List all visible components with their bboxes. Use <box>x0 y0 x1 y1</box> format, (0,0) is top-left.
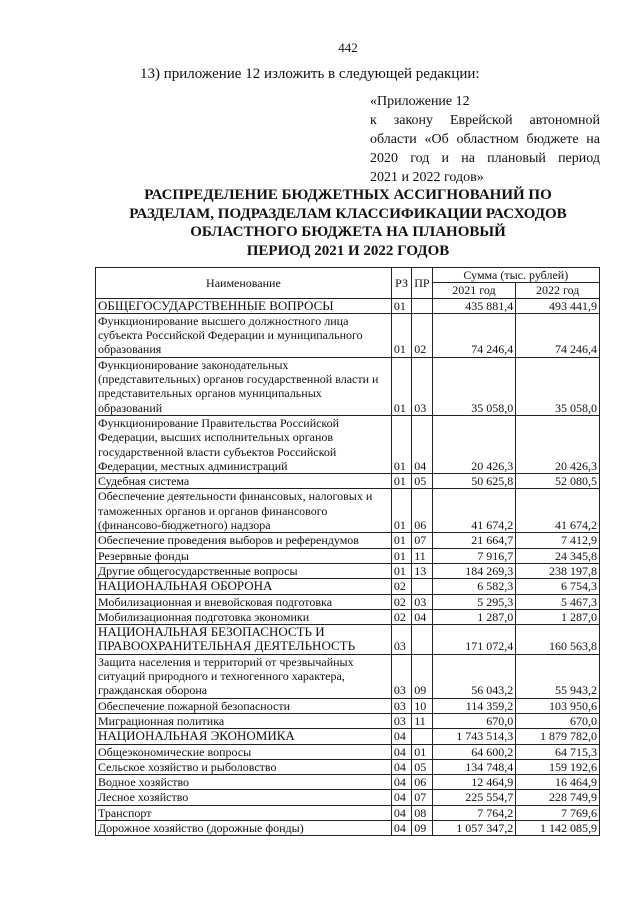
row-rz: 01 <box>391 533 411 548</box>
heading-line: ПЕРИОД 2021 И 2022 ГОДОВ <box>246 242 450 259</box>
row-rz: 02 <box>391 594 411 609</box>
row-rz: 01 <box>391 563 411 578</box>
row-name: Функционирование Правительства Российской Федерации, высших исполнительных органов государственной власти субъектов Российской Федерации, местных администраций <box>96 415 392 473</box>
row-name: Дорожное хозяйство (дорожные фонды) <box>96 820 392 835</box>
row-name: Общеэкономические вопросы <box>96 744 392 759</box>
row-name: Сельское хозяйство и рыболовство <box>96 759 392 774</box>
row-amount-2022: 20 426,3 <box>516 415 600 473</box>
header-sum: Сумма (тыс. рублей) <box>432 268 599 283</box>
row-pr <box>412 625 432 655</box>
row-amount-2021: 74 246,4 <box>432 313 516 357</box>
row-rz: 03 <box>391 654 411 698</box>
heading-line: РАЗДЕЛАМ, ПОДРАЗДЕЛАМ КЛАССИФИКАЦИИ РАСХОДОВ <box>129 205 567 222</box>
row-amount-2021: 35 058,0 <box>432 357 516 415</box>
row-pr: 03 <box>412 357 432 415</box>
table-row <box>96 609 600 624</box>
row-rz: 02 <box>391 579 411 594</box>
row-amount-2022: 7 412,9 <box>516 533 600 548</box>
row-amount-2021: 1 287,0 <box>432 609 516 624</box>
row-rz: 03 <box>391 625 411 655</box>
row-name: Транспорт <box>96 805 392 820</box>
row-name: Обеспечение деятельности финансовых, налоговых и таможенных органов и органов финансового (финансово-бюджетного) надзора <box>96 489 392 533</box>
row-amount-2021: 64 600,2 <box>432 744 516 759</box>
row-amount-2022: 238 197,8 <box>516 563 600 578</box>
row-amount-2022: 6 754,3 <box>516 579 600 594</box>
row-pr: 06 <box>412 489 432 533</box>
table-row <box>96 298 600 313</box>
table-row <box>96 533 600 548</box>
table-row <box>96 698 600 713</box>
row-rz: 04 <box>391 729 411 744</box>
appendix-line: «Приложение 12 <box>370 94 470 109</box>
row-name: Лесное хозяйство <box>96 790 392 805</box>
header-year-2022: 2022 год <box>516 283 600 298</box>
row-amount-2022: 5 467,3 <box>516 594 600 609</box>
row-name: Миграционная политика <box>96 713 392 728</box>
row-amount-2022: 41 674,2 <box>516 489 600 533</box>
row-pr: 07 <box>412 533 432 548</box>
table-row <box>96 563 600 578</box>
table-row <box>96 625 600 655</box>
row-pr: 08 <box>412 805 432 820</box>
row-amount-2021: 12 464,9 <box>432 775 516 790</box>
row-amount-2021: 134 748,4 <box>432 759 516 774</box>
row-name: Судебная система <box>96 474 392 489</box>
header-pr: ПР <box>412 268 432 299</box>
row-amount-2021: 50 625,8 <box>432 474 516 489</box>
row-amount-2022: 1 287,0 <box>516 609 600 624</box>
row-name: Мобилизационная и вневойсковая подготовка <box>96 594 392 609</box>
row-amount-2022: 1 879 782,0 <box>516 729 600 744</box>
table-row <box>96 654 600 698</box>
row-rz: 01 <box>391 415 411 473</box>
header-rz: РЗ <box>391 268 411 299</box>
row-amount-2021: 5 295,3 <box>432 594 516 609</box>
row-pr: 05 <box>412 759 432 774</box>
row-pr: 01 <box>412 744 432 759</box>
table-row <box>96 415 600 473</box>
row-name: Защита населения и территорий от чрезвычайных ситуаций природного и техногенного характера, гражданская оборона <box>96 654 392 698</box>
table-header-row <box>96 268 600 283</box>
table-row <box>96 548 600 563</box>
row-name: Другие общегосударственные вопросы <box>96 563 392 578</box>
row-amount-2022: 1 142 085,9 <box>516 820 600 835</box>
row-pr: 09 <box>412 654 432 698</box>
row-amount-2021: 225 554,7 <box>432 790 516 805</box>
row-rz: 03 <box>391 713 411 728</box>
row-rz: 01 <box>391 298 411 313</box>
budget-table <box>95 267 600 836</box>
row-amount-2021: 7 916,7 <box>432 548 516 563</box>
row-pr: 03 <box>412 594 432 609</box>
row-pr <box>412 298 432 313</box>
row-name: Водное хозяйство <box>96 775 392 790</box>
appendix-line: к закону Еврейской автономной <box>370 113 600 128</box>
row-rz: 04 <box>391 805 411 820</box>
row-pr: 06 <box>412 775 432 790</box>
row-amount-2021: 670,0 <box>432 713 516 728</box>
row-pr: 05 <box>412 474 432 489</box>
heading-line: РАСПРЕДЕЛЕНИЕ БЮДЖЕТНЫХ АССИГНОВАНИЙ ПО <box>144 187 552 203</box>
row-rz: 04 <box>391 790 411 805</box>
row-name: Мобилизационная подготовка экономики <box>96 609 392 624</box>
row-pr: 04 <box>412 609 432 624</box>
row-name: Обеспечение проведения выборов и референдумов <box>96 533 392 548</box>
intro-text: 13) приложение 12 изложить в следующей редакции: <box>140 66 480 82</box>
row-amount-2021: 1 743 514,3 <box>432 729 516 744</box>
row-name: НАЦИОНАЛЬНАЯ БЕЗОПАСНОСТЬ И ПРАВООХРАНИТЕЛЬНАЯ ДЕЯТЕЛЬНОСТЬ <box>96 625 392 655</box>
row-amount-2022: 35 058,0 <box>516 357 600 415</box>
row-amount-2022: 493 441,9 <box>516 298 600 313</box>
row-name: Функционирование законодательных (представительных) органов государственной власти и представительных органов муниципальных образований <box>96 357 392 415</box>
row-amount-2022: 103 950,6 <box>516 698 600 713</box>
row-name: НАЦИОНАЛЬНАЯ ОБОРОНА <box>96 579 392 594</box>
row-rz: 03 <box>391 698 411 713</box>
table-row <box>96 313 600 357</box>
row-pr: 07 <box>412 790 432 805</box>
row-rz: 01 <box>391 313 411 357</box>
header-year-2021: 2021 год <box>432 283 516 298</box>
document-heading <box>98 186 598 260</box>
row-pr: 10 <box>412 698 432 713</box>
row-pr <box>412 579 432 594</box>
row-rz: 04 <box>391 759 411 774</box>
row-pr <box>412 729 432 744</box>
row-name: Обеспечение пожарной безопасности <box>96 698 392 713</box>
table-row <box>96 759 600 774</box>
row-pr: 11 <box>412 548 432 563</box>
table-row <box>96 775 600 790</box>
row-amount-2022: 24 345,8 <box>516 548 600 563</box>
row-amount-2021: 1 057 347,2 <box>432 820 516 835</box>
appendix-line: 2020 год и на плановый период <box>370 151 600 166</box>
table-row <box>96 744 600 759</box>
row-amount-2021: 171 072,4 <box>432 625 516 655</box>
row-pr: 11 <box>412 713 432 728</box>
row-name: НАЦИОНАЛЬНАЯ ЭКОНОМИКА <box>96 729 392 744</box>
table-row <box>96 594 600 609</box>
row-amount-2022: 55 943,2 <box>516 654 600 698</box>
table-row <box>96 474 600 489</box>
row-rz: 02 <box>391 609 411 624</box>
row-pr: 09 <box>412 820 432 835</box>
table-row <box>96 357 600 415</box>
row-amount-2021: 56 043,2 <box>432 654 516 698</box>
page-number: 442 <box>338 40 358 55</box>
table-row <box>96 579 600 594</box>
row-amount-2022: 160 563,8 <box>516 625 600 655</box>
row-pr: 13 <box>412 563 432 578</box>
row-amount-2022: 159 192,6 <box>516 759 600 774</box>
row-amount-2022: 7 769,6 <box>516 805 600 820</box>
row-name: ОБЩЕГОСУДАРСТВЕННЫЕ ВОПРОСЫ <box>96 298 392 313</box>
table-row <box>96 489 600 533</box>
row-rz: 04 <box>391 820 411 835</box>
row-amount-2022: 16 464,9 <box>516 775 600 790</box>
table-row <box>96 713 600 728</box>
row-amount-2021: 435 881,4 <box>432 298 516 313</box>
row-rz: 01 <box>391 489 411 533</box>
row-pr: 02 <box>412 313 432 357</box>
appendix-line: области «Об областном бюджете на <box>370 132 600 147</box>
table-row <box>96 805 600 820</box>
row-amount-2022: 670,0 <box>516 713 600 728</box>
row-amount-2021: 114 359,2 <box>432 698 516 713</box>
row-amount-2021: 7 764,2 <box>432 805 516 820</box>
row-rz: 04 <box>391 744 411 759</box>
heading-line: ОБЛАСТНОГО БЮДЖЕТА НА ПЛАНОВЫЙ <box>190 224 506 240</box>
row-pr: 04 <box>412 415 432 473</box>
row-rz: 01 <box>391 474 411 489</box>
table-row <box>96 790 600 805</box>
appendix-line: 2021 и 2022 годов» <box>370 170 484 185</box>
row-amount-2021: 6 582,3 <box>432 579 516 594</box>
row-amount-2021: 21 664,7 <box>432 533 516 548</box>
row-amount-2021: 41 674,2 <box>432 489 516 533</box>
table-row <box>96 820 600 835</box>
row-amount-2021: 184 269,3 <box>432 563 516 578</box>
row-amount-2022: 52 080,5 <box>516 474 600 489</box>
row-rz: 04 <box>391 775 411 790</box>
row-amount-2022: 228 749,9 <box>516 790 600 805</box>
row-amount-2022: 64 715,3 <box>516 744 600 759</box>
row-amount-2021: 20 426,3 <box>432 415 516 473</box>
table-row <box>96 729 600 744</box>
header-name: Наименование <box>96 268 392 299</box>
row-rz: 01 <box>391 548 411 563</box>
appendix-reference <box>370 92 600 187</box>
row-name: Резервные фонды <box>96 548 392 563</box>
row-amount-2022: 74 246,4 <box>516 313 600 357</box>
row-rz: 01 <box>391 357 411 415</box>
row-name: Функционирование высшего должностного лица субъекта Российской Федерации и муниципального образования <box>96 313 392 357</box>
